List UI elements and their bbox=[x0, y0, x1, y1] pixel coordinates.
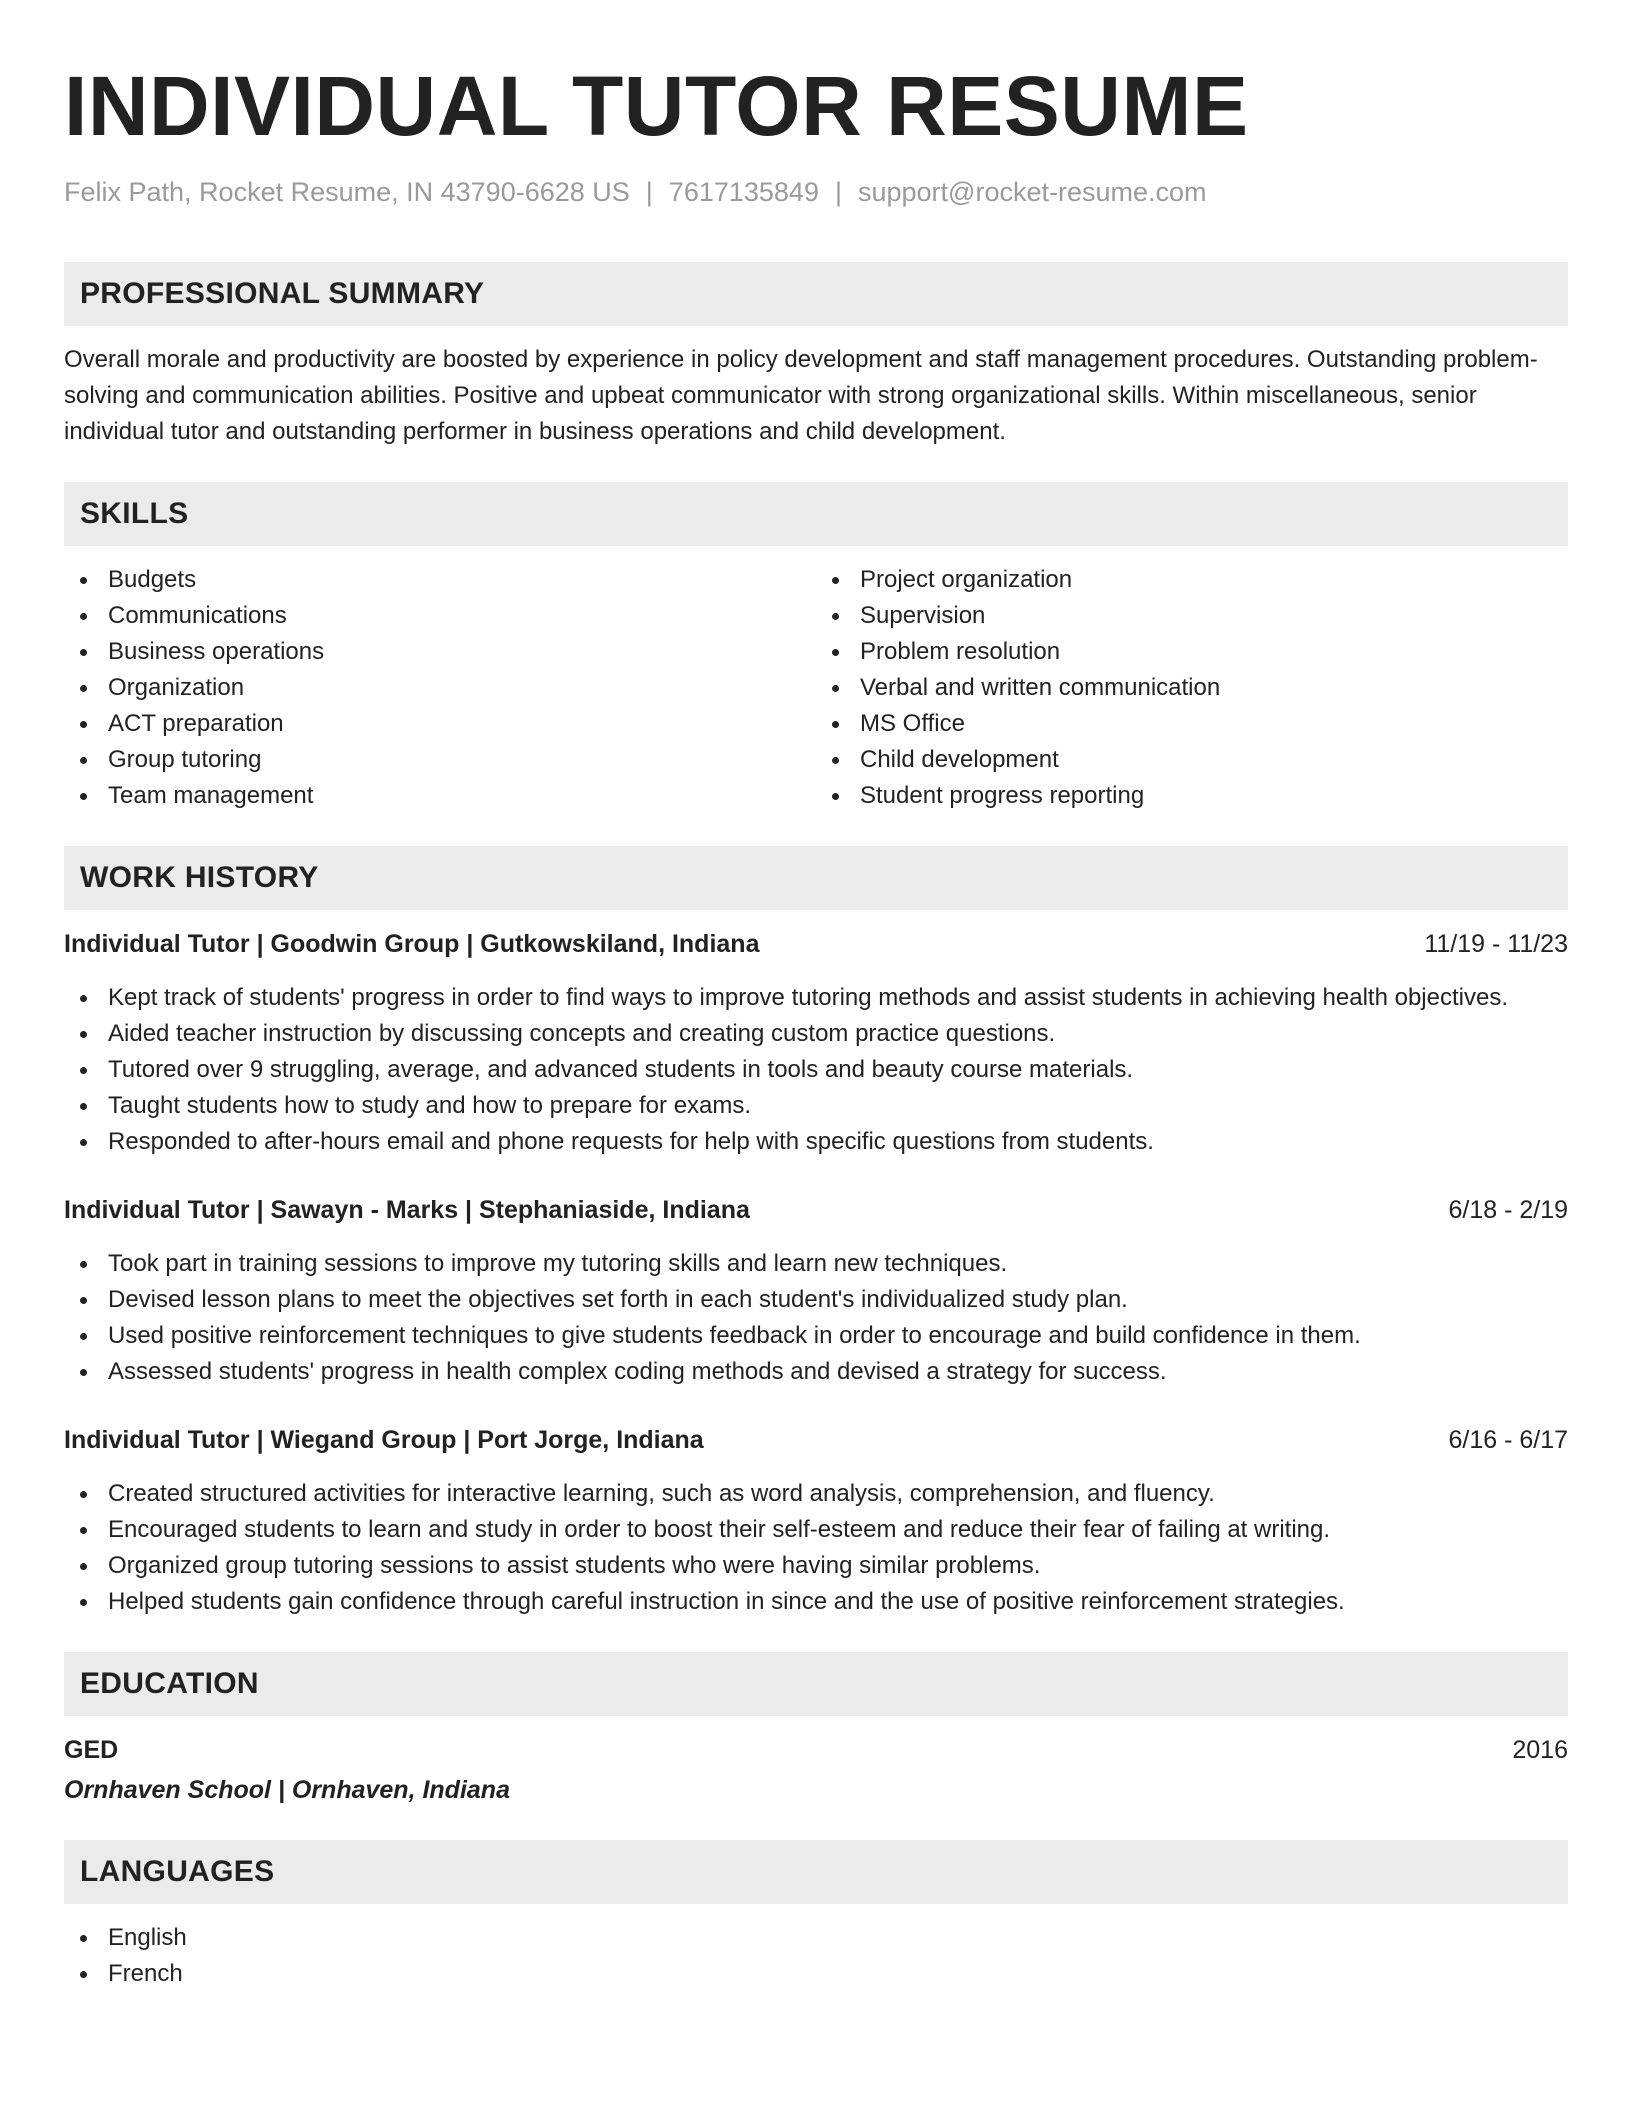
job-entry bbox=[64, 1422, 1568, 1620]
education-heading: EDUCATION bbox=[64, 1652, 1568, 1716]
skills-list-right bbox=[816, 562, 1568, 814]
skills-column-left bbox=[64, 562, 816, 814]
job-title: Individual Tutor | Wiegand Group | Port Jorge, Indiana bbox=[64, 1426, 704, 1454]
job-bullets bbox=[64, 1476, 1568, 1620]
language-item: English bbox=[64, 1920, 1568, 1956]
skills-heading: SKILLS bbox=[64, 482, 1568, 546]
job-header bbox=[64, 926, 1568, 962]
languages-list bbox=[64, 1920, 1568, 1992]
contact-address: Felix Path, Rocket Resume, IN 43790-6628 US bbox=[64, 177, 630, 207]
work-section bbox=[64, 846, 1568, 1620]
job-bullet: Taught students how to study and how to prepare for exams. bbox=[64, 1088, 1568, 1124]
work-body bbox=[64, 926, 1568, 1620]
contact-separator: | bbox=[645, 177, 653, 207]
job-dates: 6/18 - 2/19 bbox=[1448, 1196, 1568, 1224]
language-item: French bbox=[64, 1956, 1568, 1992]
summary-text: Overall morale and productivity are boosted by experience in policy development and staff management procedures. Outstanding problem-solving and communication abilities. Positive and upbeat communicator with strong organizational skills. Within miscellaneous, senior individual tutor and outstanding performer in business operations and child development. bbox=[64, 346, 1538, 445]
skill-item: Organization bbox=[64, 670, 816, 706]
skills-list-left bbox=[64, 562, 816, 814]
skill-item: Communications bbox=[64, 598, 816, 634]
job-bullet: Aided teacher instruction by discussing concepts and creating custom practice questions. bbox=[64, 1016, 1568, 1052]
job-entry bbox=[64, 1192, 1568, 1390]
contact-line bbox=[64, 174, 1568, 210]
contact-separator: | bbox=[834, 177, 842, 207]
skill-item: Project organization bbox=[816, 562, 1568, 598]
job-header bbox=[64, 1192, 1568, 1228]
job-bullets bbox=[64, 1246, 1568, 1390]
skills-grid bbox=[64, 562, 1568, 814]
job-bullets bbox=[64, 980, 1568, 1160]
work-heading: WORK HISTORY bbox=[64, 846, 1568, 910]
education-school: Ornhaven School | Ornhaven, Indiana bbox=[64, 1776, 510, 1804]
job-bullet: Responded to after-hours email and phone requests for help with specific questions from students. bbox=[64, 1124, 1568, 1160]
summary-section bbox=[64, 262, 1568, 450]
languages-heading: LANGUAGES bbox=[64, 1840, 1568, 1904]
education-row bbox=[64, 1732, 1568, 1768]
job-dates: 11/19 - 11/23 bbox=[1424, 930, 1568, 958]
education-body bbox=[64, 1732, 1568, 1808]
skill-item: Student progress reporting bbox=[816, 778, 1568, 814]
skill-item: Budgets bbox=[64, 562, 816, 598]
job-bullet: Kept track of students' progress in order to find ways to improve tutoring methods and assist students in achieving health objectives. bbox=[64, 980, 1568, 1016]
job-bullet: Took part in training sessions to improve my tutoring skills and learn new techniques. bbox=[64, 1246, 1568, 1282]
job-bullet: Organized group tutoring sessions to assist students who were having similar problems. bbox=[64, 1548, 1568, 1584]
job-entry bbox=[64, 926, 1568, 1160]
job-bullet: Tutored over 9 struggling, average, and advanced students in tools and beauty course materials. bbox=[64, 1052, 1568, 1088]
job-bullet: Created structured activities for interactive learning, such as word analysis, comprehension, and fluency. bbox=[64, 1476, 1568, 1512]
job-bullet: Devised lesson plans to meet the objectives set forth in each student's individualized study plan. bbox=[64, 1282, 1568, 1318]
skill-item: Supervision bbox=[816, 598, 1568, 634]
languages-body bbox=[64, 1920, 1568, 1992]
contact-phone: 7617135849 bbox=[668, 177, 819, 207]
job-title: Individual Tutor | Goodwin Group | Gutkowskiland, Indiana bbox=[64, 930, 760, 958]
skill-item: Child development bbox=[816, 742, 1568, 778]
contact-email: support@rocket-resume.com bbox=[857, 177, 1207, 207]
resume-title: INDIVIDUAL TUTOR RESUME bbox=[64, 59, 1249, 153]
job-title: Individual Tutor | Sawayn - Marks | Stephaniaside, Indiana bbox=[64, 1196, 750, 1224]
skill-item: Team management bbox=[64, 778, 816, 814]
job-bullet: Encouraged students to learn and study in order to boost their self-esteem and reduce their fear of failing at writing. bbox=[64, 1512, 1568, 1548]
education-year: 2016 bbox=[1512, 1736, 1568, 1764]
job-bullet: Used positive reinforcement techniques to give students feedback in order to encourage and build confidence in them. bbox=[64, 1318, 1568, 1354]
job-dates: 6/16 - 6/17 bbox=[1448, 1426, 1568, 1454]
job-header bbox=[64, 1422, 1568, 1458]
skills-section bbox=[64, 482, 1568, 814]
skill-item: Group tutoring bbox=[64, 742, 816, 778]
summary-heading: PROFESSIONAL SUMMARY bbox=[64, 262, 1568, 326]
skill-item: Business operations bbox=[64, 634, 816, 670]
skill-item: ACT preparation bbox=[64, 706, 816, 742]
skill-item: MS Office bbox=[816, 706, 1568, 742]
skills-column-right bbox=[816, 562, 1568, 814]
job-bullet: Helped students gain confidence through careful instruction in since and the use of positive reinforcement strategies. bbox=[64, 1584, 1568, 1620]
languages-section bbox=[64, 1840, 1568, 1992]
summary-body bbox=[64, 342, 1568, 450]
skill-item: Problem resolution bbox=[816, 634, 1568, 670]
education-degree: GED bbox=[64, 1736, 119, 1764]
job-bullet: Assessed students' progress in health complex coding methods and devised a strategy for success. bbox=[64, 1354, 1568, 1390]
education-section bbox=[64, 1652, 1568, 1808]
skill-item: Verbal and written communication bbox=[816, 670, 1568, 706]
